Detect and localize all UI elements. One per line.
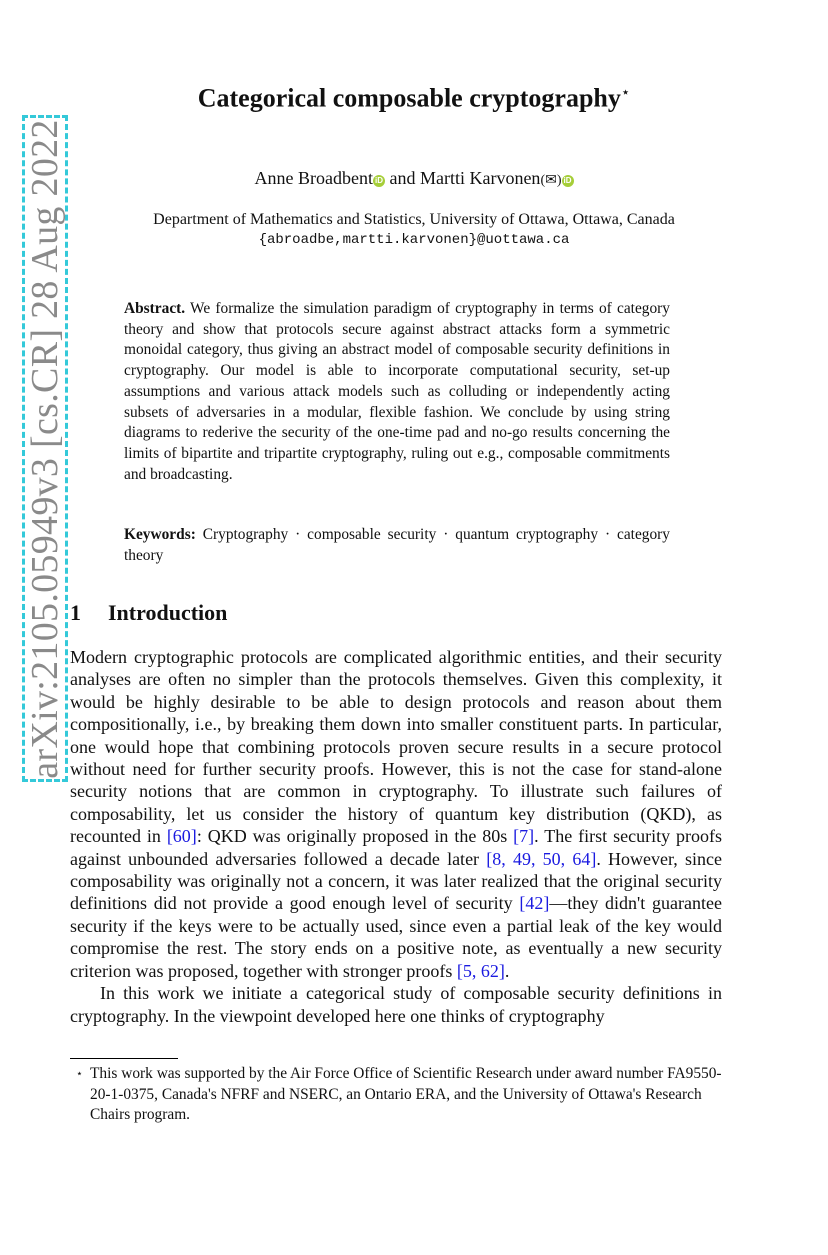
footnote-rule	[70, 1058, 178, 1059]
abstract	[124, 299, 670, 485]
text-run: : QKD was originally proposed in the 80s	[196, 826, 514, 847]
affiliation: Department of Mathematics and Statistics, University of Ottawa, Ottawa, Canada	[153, 211, 675, 228]
section-title: Introduction	[108, 600, 228, 625]
citation-link[interactable]: [60]	[166, 826, 197, 847]
keywords-label: Keywords:	[124, 526, 196, 543]
text-run: . The first security proofs against unbounded adversaries followed a decade later	[70, 826, 722, 869]
text-run: .	[504, 960, 510, 981]
text-run: Modern cryptographic protocols are complicated algorithmic entities, and their security analyses are often no simpler than the protocols themselves. Given this complexity, it would be highly desirable to be able to design protocols and reason about them compositionally, i.e., by breaking them down into smaller constituent parts. In particular, one would hope that combining protocols proven secure results in a secure protocol without need for further security proofs. However, this is not the case for stand-alone security notions that are common in cryptography. To illustrate such failures of composability, let us consider the history of quantum key distribution (QKD), as recounted in	[70, 647, 722, 847]
citation-link[interactable]: [7]	[513, 826, 535, 847]
abstract-text: We formalize the simulation paradigm of cryptography in terms of category theory and show that protocols secure against abstract attacks form a symmetric monoidal category, thus giving an abstract model of composable security definitions in cryptography. Our model is able to incorporate computational security, set-up assumptions and various attack models such as colluding or independently acting subsets of adversaries in a modular, flexible fashion. We conclude by using string diagrams to rederive the security of the one-time pad and no-go results concerning the limits of bipartite and tripartite cryptography, ruling out e.g., composable commitments and broadcasting.	[124, 300, 670, 483]
keywords-text: Cryptography · composable security · quantum cryptography · category theory	[124, 526, 670, 564]
title-footnote-mark: ⋆	[620, 85, 631, 101]
citation-link[interactable]: [5, 62]	[456, 960, 505, 981]
paper-title	[0, 83, 828, 114]
orcid-icon[interactable]: iD	[563, 176, 572, 185]
text-run: —they didn't guarantee security if the keys were to be actually used, since even a partial leak of the key would compromise the rest. The story ends on a positive note, as eventually a new security criterion was proposed, together with stronger proofs	[70, 893, 722, 981]
mail-icon: (✉)	[540, 173, 562, 188]
orcid-icon[interactable]: iD	[374, 176, 383, 185]
body-text	[70, 646, 722, 1027]
arxiv-identifier: arXiv:2105.05949v3 [cs.CR] 28 Aug 2022	[24, 118, 66, 779]
keywords	[124, 525, 670, 566]
author-line	[0, 168, 828, 189]
citation-link[interactable]: [42]	[519, 893, 550, 914]
paragraph: In this work we initiate a categorical study of composable security definitions in cryptography. In the viewpoint developed here one thinks of cryptography	[70, 983, 722, 1026]
abstract-label: Abstract.	[124, 300, 186, 317]
affiliation-block	[0, 209, 828, 251]
author-name: Martti Karvonen	[419, 168, 541, 188]
citation-link[interactable]: [8, 49, 50, 64]	[486, 848, 597, 869]
author-name: Anne Broadbent	[254, 168, 373, 188]
text-run: . However, since composability was originally not a concern, it was later realized that the original security definitions did not provide a good enough level of security	[70, 848, 722, 914]
paragraph	[70, 646, 722, 982]
footnote-mark: ⋆	[76, 1068, 83, 1080]
email-address[interactable]: {abroadbe,martti.karvonen}@uottawa.ca	[258, 232, 570, 248]
section-number: 1	[70, 600, 81, 625]
footnote-text: This work was supported by the Air Force Office of Scientific Research under award number FA9550-20-1-0375, Canada's NFRF and NSERC, an Ontario ERA, and the University of Ottawa's Research Chairs program.	[90, 1065, 722, 1124]
footnote	[76, 1064, 722, 1126]
section-heading	[70, 600, 227, 626]
author-conjunction: and	[384, 168, 420, 188]
title-text: Categorical composable cryptography	[197, 83, 621, 113]
